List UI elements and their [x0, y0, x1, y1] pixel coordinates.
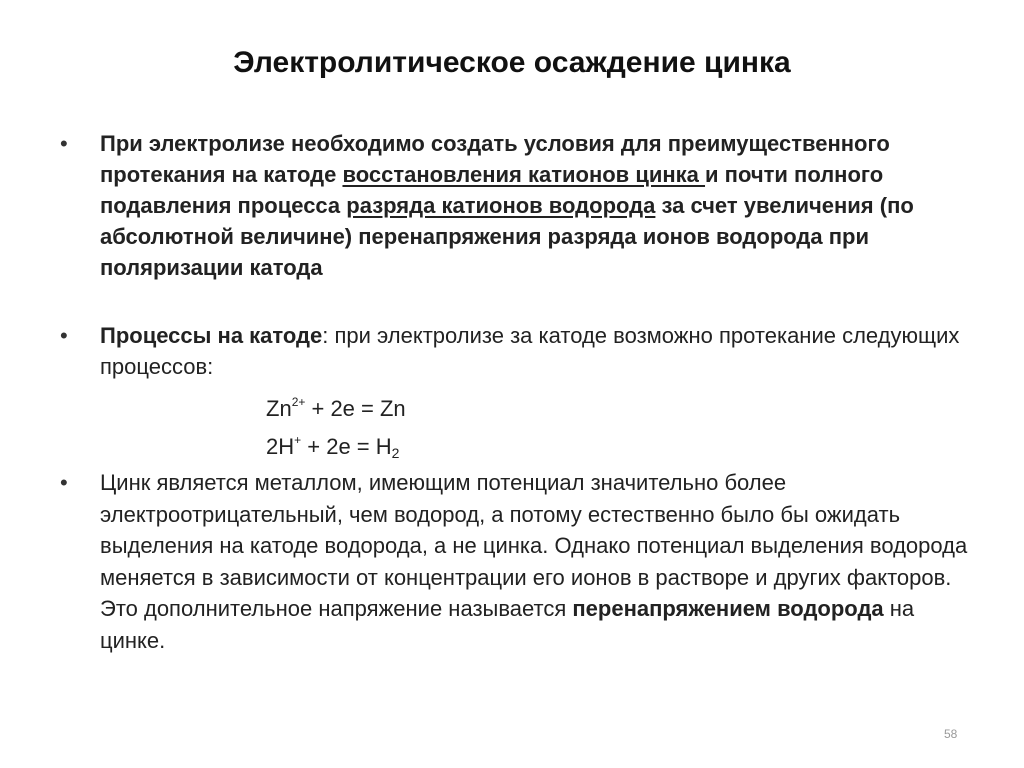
slide-title: Электролитическое осаждение цинка	[233, 46, 791, 79]
bold-term-hydrogen-overvoltage: перенапряжением водорода	[572, 596, 884, 621]
bullet-text	[100, 467, 970, 656]
bullet-marker: •	[60, 131, 68, 156]
bullet-cathode-processes	[60, 320, 970, 382]
eq-subscript: 2	[391, 445, 400, 461]
text-segment: и почти полного подавления процесса	[100, 162, 884, 218]
equation-zinc-reduction	[266, 387, 406, 424]
eq-superscript: +	[294, 433, 302, 447]
eq-part: Zn	[266, 396, 292, 421]
bullet-text	[100, 128, 970, 283]
bullet-marker: •	[60, 323, 68, 348]
page-number: 58	[944, 727, 958, 741]
eq-part: + 2e = H	[301, 434, 392, 459]
bullet-electrolysis-conditions	[60, 128, 970, 283]
underlined-term-hydrogen-discharge: разряда катионов водорода	[346, 193, 656, 218]
eq-part: + 2e = Zn	[305, 396, 406, 421]
bullet-zinc-potential	[60, 467, 970, 656]
equation-hydrogen-reduction	[266, 425, 399, 468]
eq-superscript: 2+	[291, 395, 306, 409]
text-segment: : при электролизе за катоде возможно протекание следующих процессов:	[100, 323, 960, 379]
bold-term-cathode-processes: Процессы на катоде	[100, 323, 323, 348]
bullet-text	[100, 320, 970, 382]
underlined-term-zinc-reduction: восстановления катионов цинка	[342, 162, 706, 187]
text-segment: на цинке.	[100, 596, 915, 653]
bullet-marker: •	[60, 470, 68, 495]
text-segment: При электролизе необходимо создать условия для преимущественного протекания на катоде	[100, 131, 890, 187]
eq-part: 2H	[266, 434, 295, 459]
text-segment: Цинк является металлом, имеющим потенциал значительно более электроотрицательный, чем водород, а потому естественно было бы ожидать выделения на катоде водорода, а не цинка. Однако потенциал выделения водорода меняется в зависимости от концентрации его ионов в растворе и других факторов. Это дополнительное напряжение называется	[100, 470, 968, 621]
text-segment: за счет увеличения (по абсолютной величине) перенапряжения разряда ионов водорода при поляризации катода	[100, 193, 914, 280]
